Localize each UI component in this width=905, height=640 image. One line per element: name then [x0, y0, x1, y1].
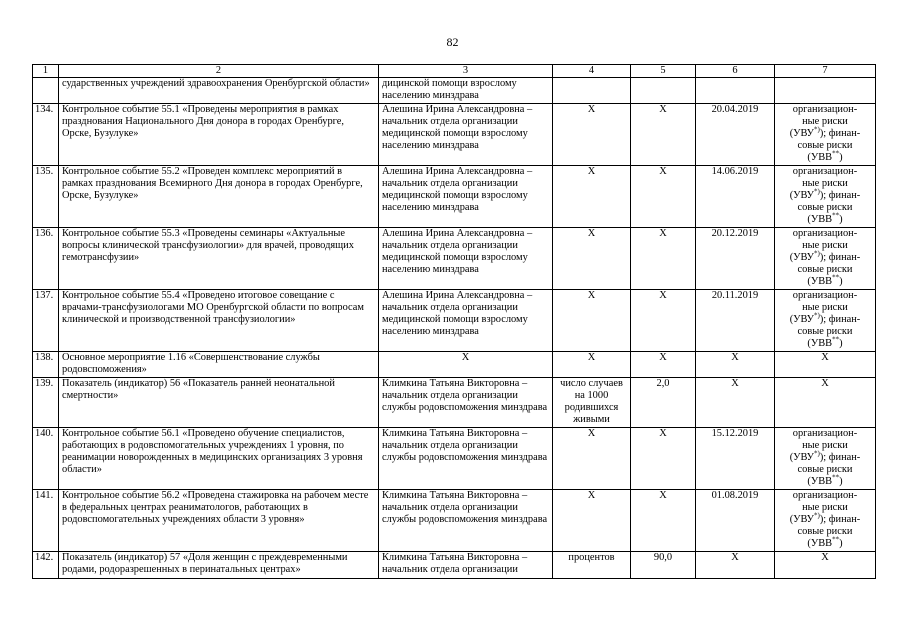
- table-row-continuation: [33, 78, 876, 104]
- event-description: Контрольное событие 55.2 «Проведен комплекс мероприятий в рамках празднования Всемирного Дня донора в городах Оренбурге, Орске, Бузулуке»: [59, 166, 379, 228]
- table-row: [33, 166, 876, 228]
- value-cell: X: [631, 228, 696, 290]
- column-header: 2: [59, 65, 379, 78]
- value-cell: X: [631, 290, 696, 352]
- date-cell: 20.11.2019: [696, 290, 775, 352]
- value-cell: 2,0: [631, 378, 696, 428]
- page-number: 82: [446, 35, 459, 49]
- risk-cell: организацион- ные риски (УВУ*)); финан- совые риски (УВВ**): [775, 104, 876, 166]
- row-number: 137.: [33, 290, 59, 352]
- responsible-person: Алешина Ирина Александровна – начальник отдела организации медицинской помощи взрослому населению минздрава: [379, 166, 553, 228]
- event-description: Показатель (индикатор) 57 «Доля женщин с преждевременными родами, родоразрешенных в перинатальных центрах»: [59, 552, 379, 579]
- responsible-person: Алешина Ирина Александровна – начальник отдела организации медицинской помощи взрослому населению минздрава: [379, 228, 553, 290]
- event-description: Контрольное событие 55.3 «Проведены семинары «Актуальные вопросы клинической трансфузиологии» для врачей, проводящих гемотрансфузии»: [59, 228, 379, 290]
- date-cell: 20.12.2019: [696, 228, 775, 290]
- column-header: 3: [379, 65, 553, 78]
- unit-cell: X: [553, 490, 631, 552]
- row-number: 140.: [33, 428, 59, 490]
- unit-cell: X: [553, 104, 631, 166]
- responsible-person: Климкина Татьяна Викторовна – начальник отдела организации службы родовспоможения минздрава: [379, 490, 553, 552]
- row-number: 138.: [33, 352, 59, 378]
- value-cell: 90,0: [631, 552, 696, 579]
- unit-cell: число случаев на 1000 родившихся живыми: [553, 378, 631, 428]
- unit-cell: X: [553, 290, 631, 352]
- responsible-person: Климкина Татьяна Викторовна – начальник отдела организации службы родовспоможения минздрава: [379, 428, 553, 490]
- unit-cell: X: [553, 228, 631, 290]
- table-row: [33, 352, 876, 378]
- unit-cell: процентов: [553, 552, 631, 579]
- responsible-person: Климкина Татьяна Викторовна – начальник отдела организации: [379, 552, 553, 579]
- column-header: 6: [696, 65, 775, 78]
- date-cell: X: [696, 552, 775, 579]
- table-row: [33, 552, 876, 579]
- date-cell: 14.06.2019: [696, 166, 775, 228]
- unit-cell: X: [553, 166, 631, 228]
- value-cell: X: [631, 352, 696, 378]
- date-cell: [696, 78, 775, 104]
- risk-cell: организацион- ные риски (УВУ*)); финан- совые риски (УВВ**): [775, 228, 876, 290]
- row-number: [33, 78, 59, 104]
- event-description: Контрольное событие 56.1 «Проведено обучение специалистов, работающих в родовспомогательных учреждениях 1 уровня, по реанимации новорожденных в медицинских организациях 3 уровня области»: [59, 428, 379, 490]
- responsible-person: Климкина Татьяна Викторовна – начальник отдела организации службы родовспоможения минздрава: [379, 378, 553, 428]
- column-header: 4: [553, 65, 631, 78]
- unit-cell: [553, 78, 631, 104]
- value-cell: X: [631, 166, 696, 228]
- responsible-person: Алешина Ирина Александровна – начальник отдела организации медицинской помощи взрослому населению минздрава: [379, 290, 553, 352]
- date-cell: 01.08.2019: [696, 490, 775, 552]
- row-number: 135.: [33, 166, 59, 228]
- row-number: 134.: [33, 104, 59, 166]
- row-number: 142.: [33, 552, 59, 579]
- date-cell: 15.12.2019: [696, 428, 775, 490]
- row-number: 141.: [33, 490, 59, 552]
- value-cell: [631, 78, 696, 104]
- date-cell: X: [696, 352, 775, 378]
- risk-cell: X: [775, 552, 876, 579]
- value-cell: X: [631, 104, 696, 166]
- row-number: 139.: [33, 378, 59, 428]
- table-row: [33, 490, 876, 552]
- table-row: [33, 290, 876, 352]
- event-description: Показатель (индикатор) 56 «Показатель ранней неонатальной смертности»: [59, 378, 379, 428]
- event-description: Контрольное событие 55.4 «Проведено итоговое совещание с врачами-трансфузиологами МО Оренбургской области по вопросам клинической и производственной трансфузиологии»: [59, 290, 379, 352]
- event-description: Основное мероприятие 1.16 «Совершенствование службы родовспоможения»: [59, 352, 379, 378]
- value-cell: X: [631, 490, 696, 552]
- value-cell: X: [631, 428, 696, 490]
- risk-cell: организацион- ные риски (УВУ*)); финан- совые риски (УВВ**): [775, 428, 876, 490]
- column-header: 5: [631, 65, 696, 78]
- risk-cell: организацион- ные риски (УВУ*)); финан- совые риски (УВВ**): [775, 290, 876, 352]
- risk-cell: X: [775, 378, 876, 428]
- risk-cell: организацион- ные риски (УВУ*)); финан- совые риски (УВВ**): [775, 490, 876, 552]
- unit-cell: X: [553, 428, 631, 490]
- row-number: 136.: [33, 228, 59, 290]
- event-description: Контрольное событие 55.1 «Проведены мероприятия в рамках празднования Национального Дня донора в городах Оренбурге, Орске, Бузулуке»: [59, 104, 379, 166]
- responsible-person: Алешина Ирина Александровна – начальник отдела организации медицинской помощи взрослому населению минздрава: [379, 104, 553, 166]
- risk-cell: [775, 78, 876, 104]
- table-row: [33, 428, 876, 490]
- column-header: 7: [775, 65, 876, 78]
- risk-cell: организацион- ные риски (УВУ*)); финан- совые риски (УВВ**): [775, 166, 876, 228]
- event-description: сударственных учреждений здравоохранения Оренбургской области»: [59, 78, 379, 104]
- event-description: Контрольное событие 56.2 «Проведена стажировка на рабочем месте в федеральных центрах реаниматологов, работающих в родовспомогательных учреждениях области 3 уровня»: [59, 490, 379, 552]
- table-row: [33, 104, 876, 166]
- responsible-person: X: [379, 352, 553, 378]
- date-cell: 20.04.2019: [696, 104, 775, 166]
- column-header: 1: [33, 65, 59, 78]
- responsible-person: дицинской помощи взрослому населению минздрава: [379, 78, 553, 104]
- date-cell: X: [696, 378, 775, 428]
- plan-table: [32, 64, 876, 579]
- risk-cell: X: [775, 352, 876, 378]
- table-row: [33, 378, 876, 428]
- unit-cell: X: [553, 352, 631, 378]
- table-row: [33, 228, 876, 290]
- table-header: [33, 65, 876, 78]
